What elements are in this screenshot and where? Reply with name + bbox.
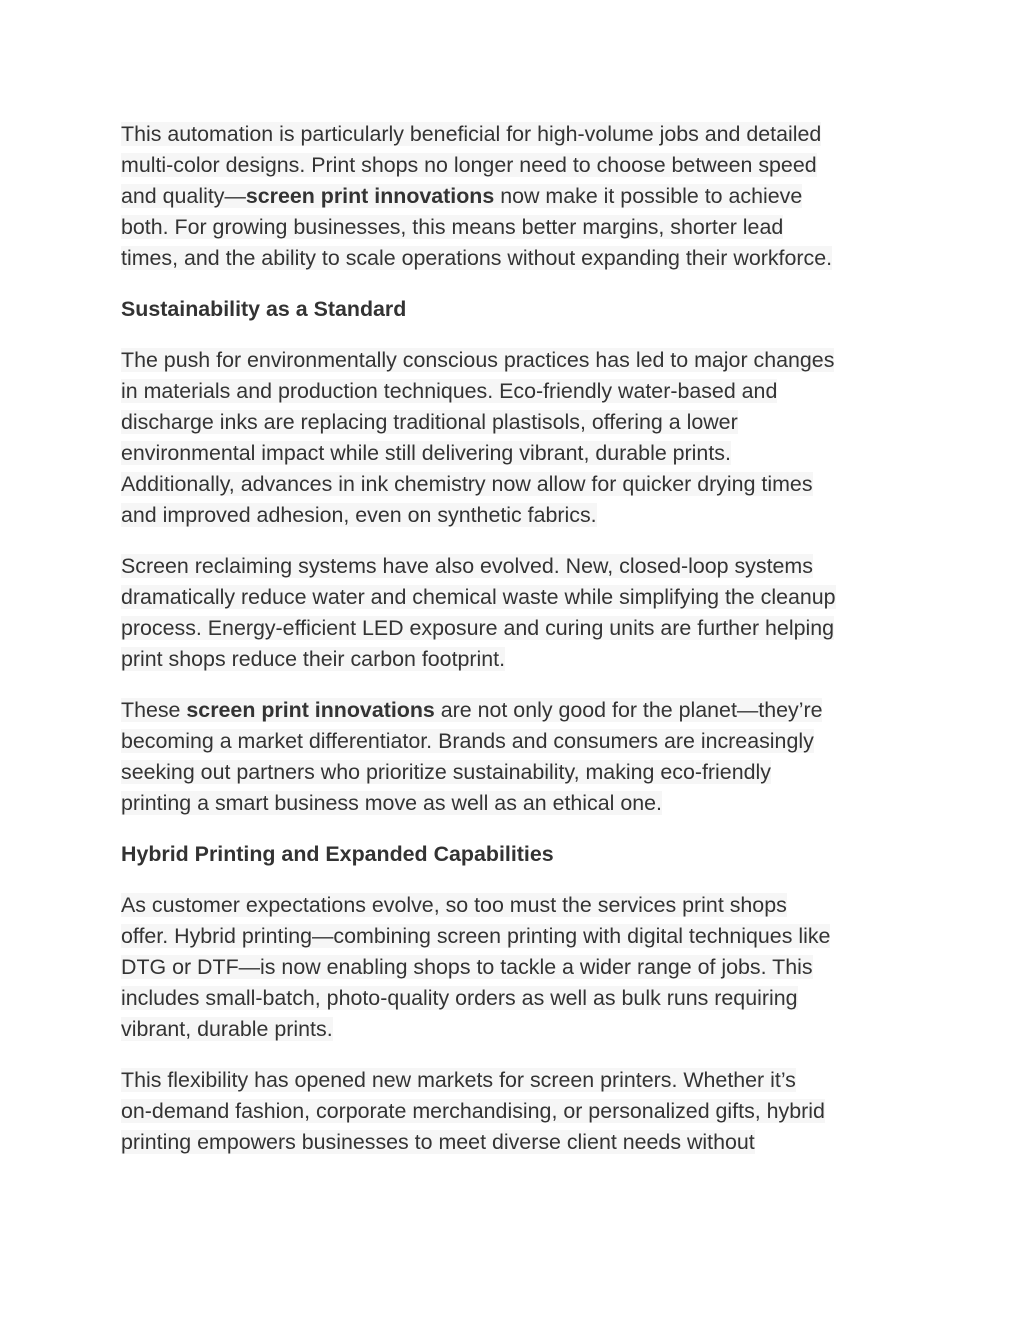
text-line [121,698,822,722]
heading-text: Hybrid Printing and Expanded Capabilities [121,842,554,866]
heading-text: Sustainability as a Standard [121,297,407,321]
bold-keyword: screen print innovations [186,698,435,722]
paragraph-hybrid [121,890,921,1045]
text-line: This flexibility has opened new markets for screen printers. Whether it’s [121,1068,796,1092]
text-line: in materials and production techniques. Eco-friendly water-based and [121,379,778,403]
text-fragment: These [121,698,187,722]
text-line: Additionally, advances in ink chemistry now allow for quicker drying times [121,472,813,496]
text-line: printing empowers businesses to meet diverse client needs without [121,1130,755,1154]
text-line: DTG or DTF—is now enabling shops to tackle a wider range of jobs. This [121,955,813,979]
text-line [121,184,802,208]
text-line: includes small-batch, photo-quality orders as well as bulk runs requiring [121,986,798,1010]
text-line: offer. Hybrid printing—combining screen printing with digital techniques like [121,924,831,948]
paragraph-environment [121,345,921,531]
text-line: both. For growing businesses, this means better margins, shorter lead [121,215,784,239]
text-line: vibrant, durable prints. [121,1017,333,1041]
text-line: on-demand fashion, corporate merchandising, or personalized gifts, hybrid [121,1099,825,1123]
text-line: Screen reclaiming systems have also evolved. New, closed-loop systems [121,554,813,578]
text-line: print shops reduce their carbon footprint. [121,647,506,671]
text-line: dramatically reduce water and chemical waste while simplifying the cleanup [121,585,836,609]
text-line: process. Energy-efficient LED exposure and curing units are further helping [121,616,835,640]
text-line: becoming a market differentiator. Brands and consumers are increasingly [121,729,814,753]
paragraph-differentiator [121,695,921,819]
text-line: environmental impact while still delivering vibrant, durable prints. [121,441,731,465]
paragraph-automation [121,119,921,274]
text-fragment: now make it possible to achieve [494,184,803,208]
text-fragment: and quality— [121,184,246,208]
text-line: As customer expectations evolve, so too must the services print shops [121,893,787,917]
bold-keyword: screen print innovations [245,184,495,208]
text-line: The push for environmentally conscious practices has led to major changes [121,348,835,372]
text-line: times, and the ability to scale operations without expanding their workforce. [121,246,833,270]
text-line: seeking out partners who prioritize sustainability, making eco-friendly [121,760,771,784]
text-fragment: are not only good for the planet—they’re [434,698,823,722]
heading-sustainability [121,294,921,325]
text-line: discharge inks are replacing traditional plastisols, offering a lower [121,410,738,434]
text-line: multi-color designs. Print shops no longer need to choose between speed [121,153,817,177]
heading-hybrid-printing [121,839,921,870]
text-line: This automation is particularly beneficial for high-volume jobs and detailed [121,122,822,146]
text-line: printing a smart business move as well as an ethical one. [121,791,662,815]
text-line: and improved adhesion, even on synthetic fabrics. [121,503,597,527]
document-page [121,119,921,1178]
paragraph-flexibility [121,1065,921,1158]
paragraph-reclaiming [121,551,921,675]
